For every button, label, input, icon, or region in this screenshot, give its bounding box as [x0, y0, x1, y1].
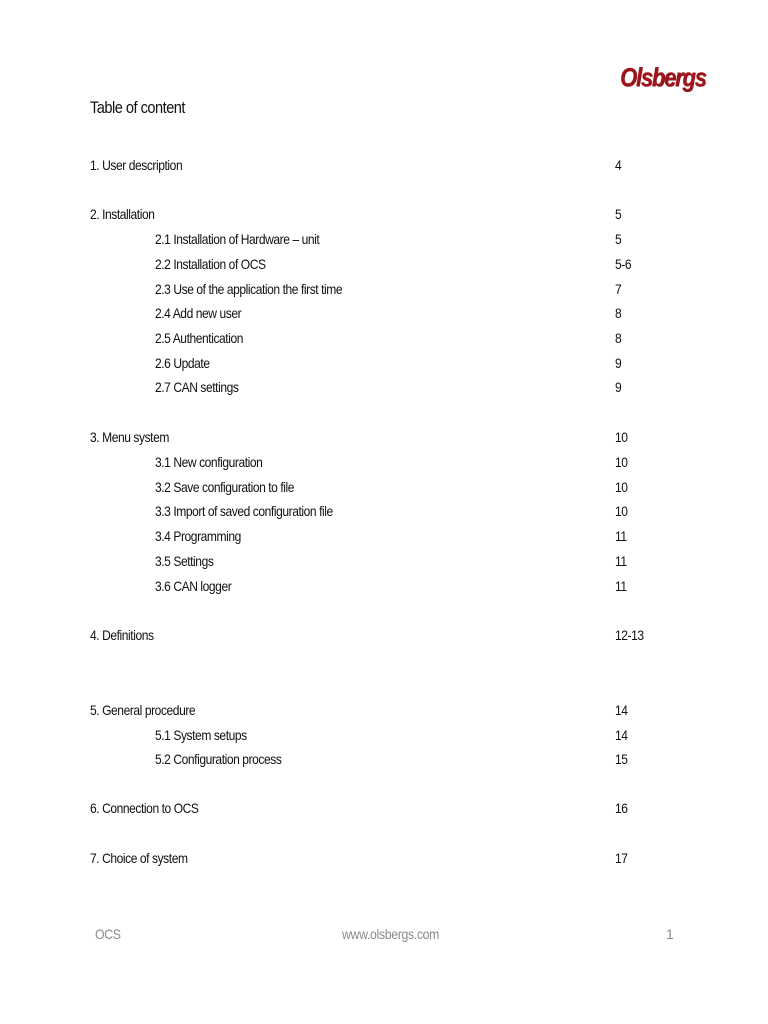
footer-product-name: OCS [95, 926, 121, 942]
toc-entry-label: 7. Choice of system [90, 850, 188, 866]
toc-entry-page: 4 [615, 157, 622, 173]
toc-entry-page: 10 [615, 503, 628, 519]
toc-entry-label: 3.5 Settings [155, 553, 214, 569]
toc-entry-7 [0, 850, 768, 872]
toc-entry-3-4 [0, 528, 768, 550]
toc-entry-page: 8 [615, 330, 622, 346]
toc-entry-page: 11 [615, 528, 627, 544]
toc-entry-2-4 [0, 305, 768, 327]
toc-entry-page: 15 [615, 751, 628, 767]
toc-entry-page: 11 [615, 553, 627, 569]
toc-entry-label: 4. Definitions [90, 627, 154, 643]
toc-entry-page: 14 [615, 702, 628, 718]
toc-entry-page: 14 [615, 727, 628, 743]
toc-entry-label: 3.4 Programming [155, 528, 241, 544]
toc-entry-4 [0, 627, 768, 649]
footer-page-number: 1 [666, 926, 674, 942]
toc-entry-label: 2.2 Installation of OCS [155, 256, 266, 272]
toc-entry-page: 5 [615, 231, 622, 247]
toc-entry-label: 2. Installation [90, 206, 155, 222]
toc-entry-label: 3.2 Save configuration to file [155, 479, 295, 495]
toc-entry-page: 5-6 [615, 256, 632, 272]
toc-entry-6 [0, 800, 768, 822]
toc-entry-label: 2.3 Use of the application the first time [155, 281, 343, 297]
toc-entry-5-1 [0, 727, 768, 749]
toc-entry-2-7 [0, 379, 768, 401]
toc-entry-label: 3.1 New configuration [155, 454, 263, 470]
toc-entry-label: 2.7 CAN settings [155, 379, 239, 395]
toc-entry-3-2 [0, 479, 768, 501]
page-footer [0, 926, 768, 948]
toc-entry-page: 11 [615, 578, 627, 594]
toc-entry-3 [0, 429, 768, 451]
footer-website: www.olsbergs.com [342, 926, 440, 942]
toc-entry-label: 2.5 Authentication [155, 330, 243, 346]
toc-entry-page: 5 [615, 206, 622, 222]
toc-entry-1 [0, 157, 768, 179]
toc-entry-5 [0, 702, 768, 724]
toc-entry-page: 10 [615, 429, 628, 445]
toc-entry-label: 3.3 Import of saved configuration file [155, 503, 333, 519]
toc-entry-page: 10 [615, 454, 628, 470]
toc-entry-label: 2.4 Add new user [155, 305, 242, 321]
toc-entry-label: 5.2 Configuration process [155, 751, 282, 767]
toc-entry-2-2 [0, 256, 768, 278]
toc-entry-page: 9 [615, 355, 622, 371]
toc-entry-label: 2.6 Update [155, 355, 210, 371]
toc-entry-label: 5.1 System setups [155, 727, 247, 743]
toc-entry-page: 7 [615, 281, 622, 297]
toc-entry-page: 9 [615, 379, 622, 395]
toc-entry-page: 8 [615, 305, 622, 321]
toc-entry-3-5 [0, 553, 768, 575]
toc-entry-label: 1. User description [90, 157, 183, 173]
toc-entry-3-1 [0, 454, 768, 476]
toc-entry-label: 5. General procedure [90, 702, 196, 718]
toc-entry-2-5 [0, 330, 768, 352]
toc-entry-2-3 [0, 281, 768, 303]
toc-entry-2-1 [0, 231, 768, 253]
toc-entry-page: 12-13 [615, 627, 644, 643]
toc-entry-2 [0, 206, 768, 228]
page-title: Table of content [90, 98, 185, 117]
company-logo: Olsbergs [620, 62, 706, 92]
toc-entry-label: 3.6 CAN logger [155, 578, 232, 594]
toc-entry-3-6 [0, 578, 768, 600]
toc-entry-2-6 [0, 355, 768, 377]
toc-entry-label: 2.1 Installation of Hardware – unit [155, 231, 320, 247]
toc-entry-label: 6. Connection to OCS [90, 800, 199, 816]
toc-entry-3-3 [0, 503, 768, 525]
toc-entry-5-2 [0, 751, 768, 773]
toc-entry-label: 3. Menu system [90, 429, 169, 445]
toc-entry-page: 17 [615, 850, 628, 866]
toc-entry-page: 16 [615, 800, 628, 816]
toc-entry-page: 10 [615, 479, 628, 495]
